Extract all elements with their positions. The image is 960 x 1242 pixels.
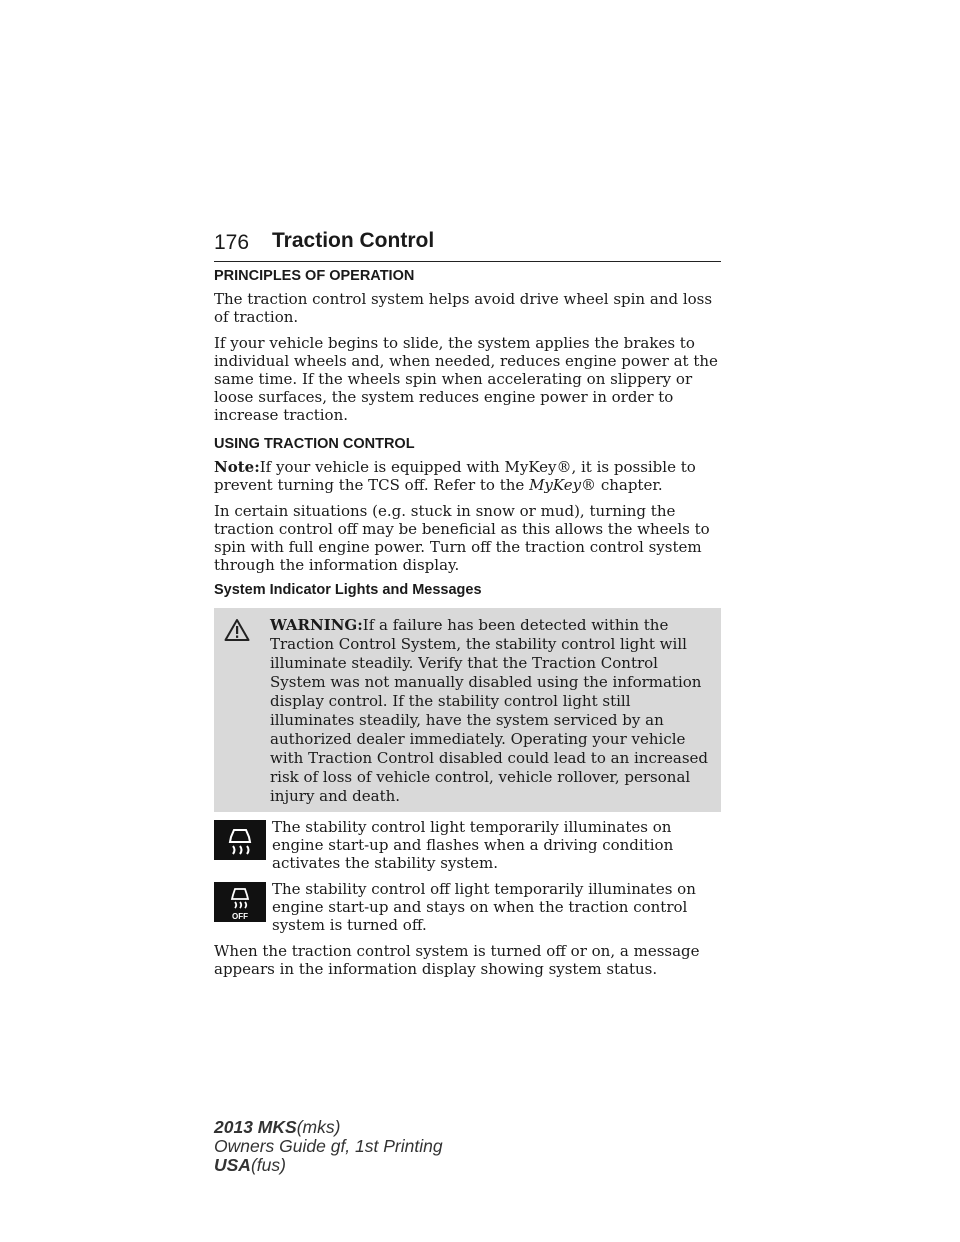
stability-light-row (214, 818, 721, 872)
warning-text-block (218, 616, 717, 806)
warning-box (214, 608, 721, 812)
page-content (214, 268, 721, 986)
using-paragraph-2: In certain situations (e.g. stuck in snow or mud), turning the traction control off may be beneficial as this allows the wheels to spin with full engine power. Turn off the traction control system through the information display. (214, 502, 710, 574)
warning-text: If a failure has been detected within the Traction Control System, the stability control light will illuminate steadily. Verify that the Traction Control System was not manually disabled using the information display control. If the stability control light still illuminates steadily, have the system serviced by an authorized dealer immediately. Operating your vehicle with Traction Control disabled could lead to an increased risk of loss of vehicle control, vehicle rollover, personal injury and death. (270, 616, 709, 805)
using-heading: USING TRACTION CONTROL (214, 436, 415, 452)
note-text-a: If your vehicle is equipped with MyKey®, it is possible to prevent turning the TCS off. Refer to the (214, 458, 696, 494)
warning-label: WARNING: (270, 616, 363, 634)
principles-paragraph-1: The traction control system helps avoid drive wheel spin and loss of traction. (214, 290, 713, 326)
footer-model-code: (mks) (296, 1117, 341, 1137)
footer-market: USA (214, 1155, 251, 1175)
page-title: Traction Control (272, 229, 435, 252)
footer-model: 2013 MKS (214, 1117, 297, 1137)
stability-off-light-text: The stability control off light temporarily illuminates on engine start-up and stays on when the traction control system is turned off. (272, 880, 696, 934)
footer-market-code: (fus) (250, 1155, 286, 1175)
footer-line-3 (214, 1156, 443, 1175)
note-label: Note: (214, 458, 260, 476)
stability-light-text: The stability control light temporarily illuminates on engine start-up and flashes when a driving condition activates the stability system. (272, 818, 674, 872)
footer-line-2: Owners Guide gf, 1st Printing (214, 1136, 443, 1156)
note-text-b: chapter. (596, 476, 663, 494)
note-paragraph (214, 458, 721, 494)
indicators-heading: System Indicator Lights and Messages (214, 582, 482, 598)
footer-line-1 (214, 1118, 443, 1137)
principles-heading: PRINCIPLES OF OPERATION (214, 268, 415, 284)
stability-off-light-row (214, 880, 721, 934)
warning-triangle-icon (224, 618, 250, 642)
stability-control-light-icon (214, 820, 266, 860)
mykey-reference: MyKey® (529, 476, 597, 494)
stability-control-off-light-icon (214, 882, 266, 922)
closing-paragraph: When the traction control system is turned off or on, a message appears in the information display showing system status. (214, 942, 700, 978)
footer (214, 1118, 443, 1175)
page-header (214, 229, 721, 262)
page-number: 176 (214, 231, 250, 254)
off-label: OFF (232, 912, 248, 921)
principles-paragraph-2: If your vehicle begins to slide, the system applies the brakes to individual wheels and, when needed, reduces engine power at the same time. If the wheels spin when accelerating on slippery or loose surfaces, the system reduces engine power in order to increase traction. (214, 334, 718, 424)
